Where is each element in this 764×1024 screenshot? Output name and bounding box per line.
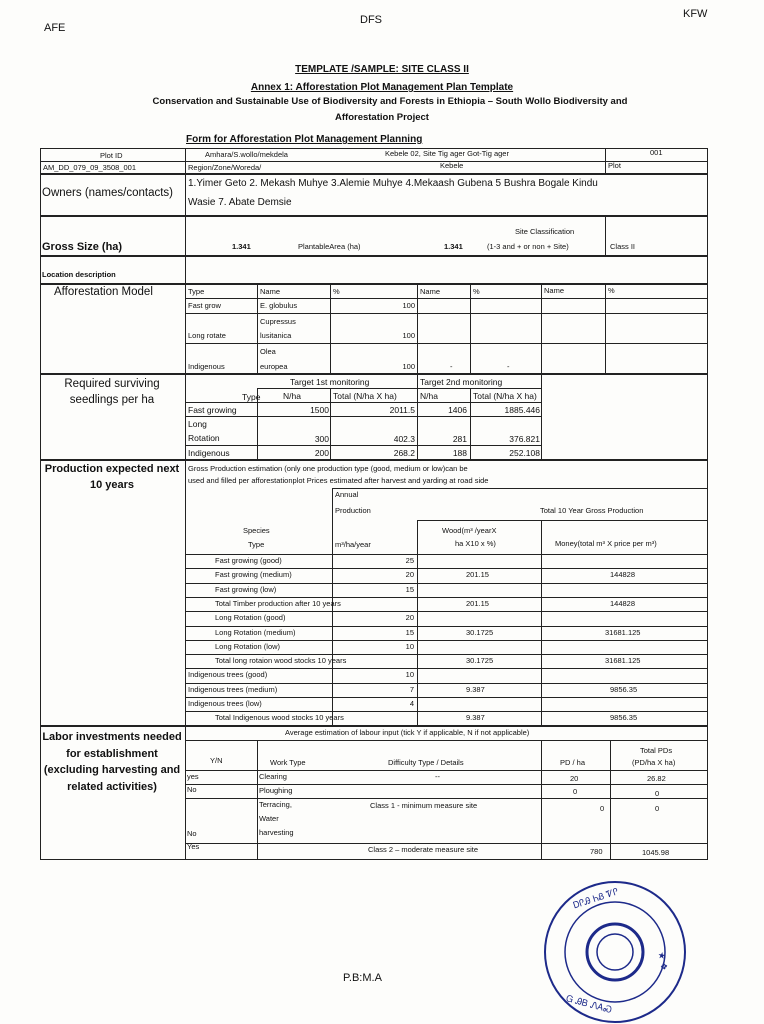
production-row-label: Indigenous trees (medium) — [188, 684, 278, 694]
form-title: Form for Afforestation Plot Management Planning — [186, 134, 423, 145]
production-row-label: Fast growing (low) — [215, 584, 277, 594]
location-box — [40, 256, 708, 284]
afforestation-header-pct-3: % — [608, 286, 615, 295]
production-header-species-type: Type — [248, 540, 265, 549]
production-row-label: Fast growing (good) — [215, 556, 282, 565]
production-row-money: 31681.125 — [605, 627, 641, 637]
labor-average-note: Average estimation of labour input (tick Y if applicable, N if not applicable) — [285, 728, 530, 737]
seedlings-row-nha: 200 — [314, 448, 329, 458]
production-row-label: Fast growing (medium) — [215, 570, 292, 580]
production-row-wood: 9.387 — [466, 713, 485, 723]
site-class-label: Site Classification — [515, 227, 575, 236]
seedlings-header-nha: N/ha — [283, 391, 301, 401]
labor-row-pd: 20 — [570, 774, 579, 783]
labor-row-work: Ploughing — [259, 786, 293, 795]
seedlings-row-type: Fast growing — [188, 405, 237, 415]
production-row-annual: 7 — [409, 684, 414, 694]
production-row-label: Total long rotaion wood stocks 10 years — [215, 656, 347, 666]
production-row-wood: 201.15 — [466, 598, 489, 608]
seedlings-row-total: 402.3 — [393, 434, 415, 444]
labor-row-pd: 780 — [590, 847, 603, 856]
afforestation-header-name-1: Name — [260, 287, 281, 296]
labor-row-pd: 0 — [600, 804, 605, 813]
labor-header-total: Total PDs — [640, 746, 673, 755]
afforestation-row-pct: 100 — [402, 301, 415, 310]
production-row-label: Total Indigenous wood stocks 10 years — [215, 713, 344, 723]
gross-size-value: 1.341 — [232, 242, 251, 251]
afforestation-row-pct: 100 — [402, 362, 415, 371]
afforestation-row-type: Indigenous — [188, 362, 225, 371]
labor-header-difficulty: Difficulty Type / Details — [388, 758, 464, 767]
region-value: Amhara/S.wollo/mekdela — [205, 150, 288, 159]
kebele-label: Kebele — [440, 161, 464, 170]
plantable-area-value: 1.341 — [444, 242, 463, 251]
site-class-sublabel: (1-3 and + or non + Site) — [487, 242, 569, 251]
labor-row-total: 1045.98 — [642, 848, 670, 857]
afforestation-row-dash: - — [450, 362, 453, 371]
afforestation-row-name: Olea — [260, 347, 276, 356]
seedlings-row-type: Indigenous — [188, 448, 230, 458]
labor-row-work-cont: Water — [259, 814, 279, 823]
project-line-1: Conservation and Sustainable Use of Biodiversity and Forests in Ethiopia – South Wollo Biodiversity and — [152, 96, 628, 107]
labor-row-total: 0 — [655, 804, 660, 813]
labor-row-difficulty: Class 2 – moderate measure site — [368, 845, 479, 854]
afforestation-header-pct-1: % — [333, 287, 340, 296]
production-row-wood: 30.1725 — [466, 656, 494, 666]
afforestation-header-name-3: Name — [544, 286, 565, 295]
afforestation-header-pct-2: % — [473, 287, 480, 296]
kebele-value: Kebele 02, Site Tig ager Got-Tig ager — [385, 149, 509, 158]
svg-text:★ ❖: ★ ❖ — [655, 950, 669, 972]
production-header-species: Species — [243, 526, 270, 535]
location-label: Location description — [42, 270, 116, 279]
labor-row-work: Clearing — [259, 772, 287, 781]
production-row-wood: 201.15 — [466, 570, 489, 580]
labor-header-total-cont: (PD/ha X ha) — [632, 758, 676, 767]
labor-row-work: Terracing, — [259, 800, 292, 809]
production-row-annual: 10 — [405, 641, 414, 651]
afforestation-row-name: Cupressus — [260, 317, 296, 326]
labor-row-total: 26.82 — [647, 774, 666, 783]
production-header-wood-cont: ha X10 x %) — [455, 539, 496, 548]
site-class-value: Class II — [610, 242, 636, 251]
production-row-annual: 20 — [405, 613, 414, 623]
afforestation-model-label: Afforestation Model — [54, 286, 153, 298]
production-row-money: 9856.35 — [610, 684, 638, 694]
plot-id-value: AM_DD_079_09_3508_001 — [43, 163, 136, 172]
production-row-money: 9856.35 — [610, 713, 638, 723]
production-row-money: 144828 — [610, 598, 636, 608]
owners-label: Owners (names/contacts) — [42, 187, 174, 199]
header-kfw: KFW — [683, 8, 708, 20]
afforestation-row-dash: - — [507, 362, 510, 371]
production-row-money: 144828 — [610, 570, 636, 580]
template-title: TEMPLATE /SAMPLE: SITE CLASS II — [295, 64, 469, 75]
svg-text:ᎠᎵᎯ ᏂᏰ ᏤᎵ: ᎠᎵᎯ ᏂᏰ ᏤᎵ — [572, 887, 620, 912]
labor-row-yn: Yes — [187, 842, 200, 851]
seedlings-row-nha: 300 — [314, 434, 329, 444]
labor-label: Labor investments needed for establishment (excluding harvesting and related activities) — [42, 731, 182, 793]
production-header-money: Money(total m³ X price per m³) — [555, 539, 657, 548]
labor-header-yn: Y/N — [210, 756, 223, 765]
production-row-annual: 10 — [405, 670, 414, 680]
production-row-label: Indigenous trees (good) — [188, 670, 268, 680]
production-row-label: Long Rotation (good) — [215, 613, 286, 623]
gross-size-label: Gross Size (ha) — [42, 241, 123, 253]
seedlings-row-total: 268.2 — [393, 448, 415, 458]
annex-title: Annex 1: Afforestation Plot Management Plan Template — [250, 82, 514, 93]
official-stamp — [530, 862, 700, 1024]
labor-row-work-cont-2: harvesting — [259, 828, 294, 837]
production-row-money: 31681.125 — [605, 656, 641, 666]
production-header-annual-cont: Production — [335, 506, 371, 515]
production-note-2: used and filled per afforestationplot Prices estimated after harvest and yarding at road side — [188, 476, 489, 485]
labor-row-yn: yes — [187, 772, 199, 781]
seedlings-row-nha-2: 1406 — [448, 405, 467, 415]
production-note-1: Gross Production estimation (only one production type (good, medium or low)can be — [188, 464, 468, 473]
target-2nd-monitoring: Target 2nd monitoring — [420, 377, 503, 387]
seedlings-header-total: Total (N/ha X ha) — [333, 391, 397, 401]
plantable-area-label: PlantableArea (ha) — [298, 242, 361, 251]
production-row-annual: 20 — [405, 570, 414, 580]
seedlings-row-type: Long — [188, 419, 207, 429]
production-row-label: Long Rotation (medium) — [215, 627, 296, 637]
production-row-wood: 9.387 — [466, 684, 485, 694]
header-afe: AFE — [44, 22, 66, 34]
production-header-wood: Wood(m³ /yearX — [442, 526, 497, 535]
production-row-label: Total Timber production after 10 years — [215, 598, 341, 608]
plot-id-label: Plot ID — [100, 151, 123, 160]
seedlings-header-total-2: Total (N/ha X ha) — [473, 391, 537, 401]
production-row-wood: 30.1725 — [466, 627, 494, 637]
labor-header-pd: PD / ha — [560, 758, 586, 767]
afforestation-row-type: Long rotate — [188, 331, 226, 340]
afforestation-header-type: Type — [188, 287, 205, 296]
header-dfs: DFS — [360, 14, 382, 26]
production-row-annual: 4 — [409, 699, 414, 708]
labor-row-pd: 0 — [573, 787, 578, 796]
production-row-label: Indigenous trees (low) — [188, 699, 262, 708]
gross-size-box — [40, 216, 708, 256]
afforestation-row-name: E. globulus — [260, 301, 298, 310]
labor-row-yn: No — [187, 785, 197, 794]
labor-row-difficulty: -- — [435, 772, 440, 781]
seedlings-row-nha-2: 188 — [452, 448, 467, 458]
seedlings-row-nha-2: 281 — [452, 434, 467, 444]
afforestation-header-name-2: Name — [420, 287, 441, 296]
seedlings-row-total: 2011.5 — [389, 405, 415, 415]
production-row-annual: 15 — [405, 584, 414, 594]
seedlings-row-total-2: 1885.446 — [504, 405, 540, 415]
svg-text:Ꮐ ᎯᏴ ᏁᎪᏍ: Ꮐ ᎯᏴ ᏁᎪᏍ — [564, 994, 613, 1016]
labor-header-work: Work Type — [270, 758, 306, 767]
owners-line-1: 1.Yimer Geto 2. Mekash Muhye 3.Alemie Muhye 4.Mekaash Gubena 5 Bushra Bogale Kindu — [188, 178, 598, 189]
seedlings-row-total-2: 376.821 — [509, 434, 540, 444]
seedlings-header-type: Type — [242, 392, 261, 402]
production-label: Production expected next 10 years — [44, 463, 180, 491]
afforestation-row-name-cont: europea — [260, 362, 288, 371]
seedlings-row-total-2: 252.108 — [509, 448, 540, 458]
labor-row-yn: No — [187, 829, 197, 838]
production-row-label: Long Rotation (low) — [215, 641, 281, 651]
afforestation-row-name-cont: lusitanica — [260, 331, 292, 340]
afforestation-row-type: Fast grow — [188, 301, 221, 310]
seedlings-row-type-cont: Rotation — [188, 433, 220, 443]
labor-row-difficulty: Class 1 - minimum measure site — [370, 801, 478, 810]
plot-label: Plot — [608, 161, 621, 170]
seedlings-row-nha: 1500 — [310, 405, 329, 415]
production-row-annual: 25 — [405, 556, 414, 565]
seedlings-header-nha-2: N/ha — [420, 391, 438, 401]
production-header-total10: Total 10 Year Gross Production — [540, 506, 644, 515]
production-header-annual: Annual — [335, 490, 359, 499]
plot-value: 001 — [650, 148, 663, 157]
afforestation-row-pct: 100 — [402, 331, 415, 340]
region-label: Region/Zone/Woreda/ — [188, 163, 262, 172]
owners-line-2: Wasie 7. Abate Demsie — [188, 197, 292, 208]
production-header-unit: m³/ha/year — [335, 540, 371, 549]
footer-text: P.B:M.A — [343, 972, 382, 984]
target-1st-monitoring: Target 1st monitoring — [290, 377, 370, 387]
project-line-2: Afforestation Project — [335, 112, 429, 123]
labor-row-total: 0 — [655, 789, 660, 798]
seedlings-label: Required surviving seedlings per ha — [64, 378, 160, 407]
production-row-annual: 15 — [405, 627, 414, 637]
